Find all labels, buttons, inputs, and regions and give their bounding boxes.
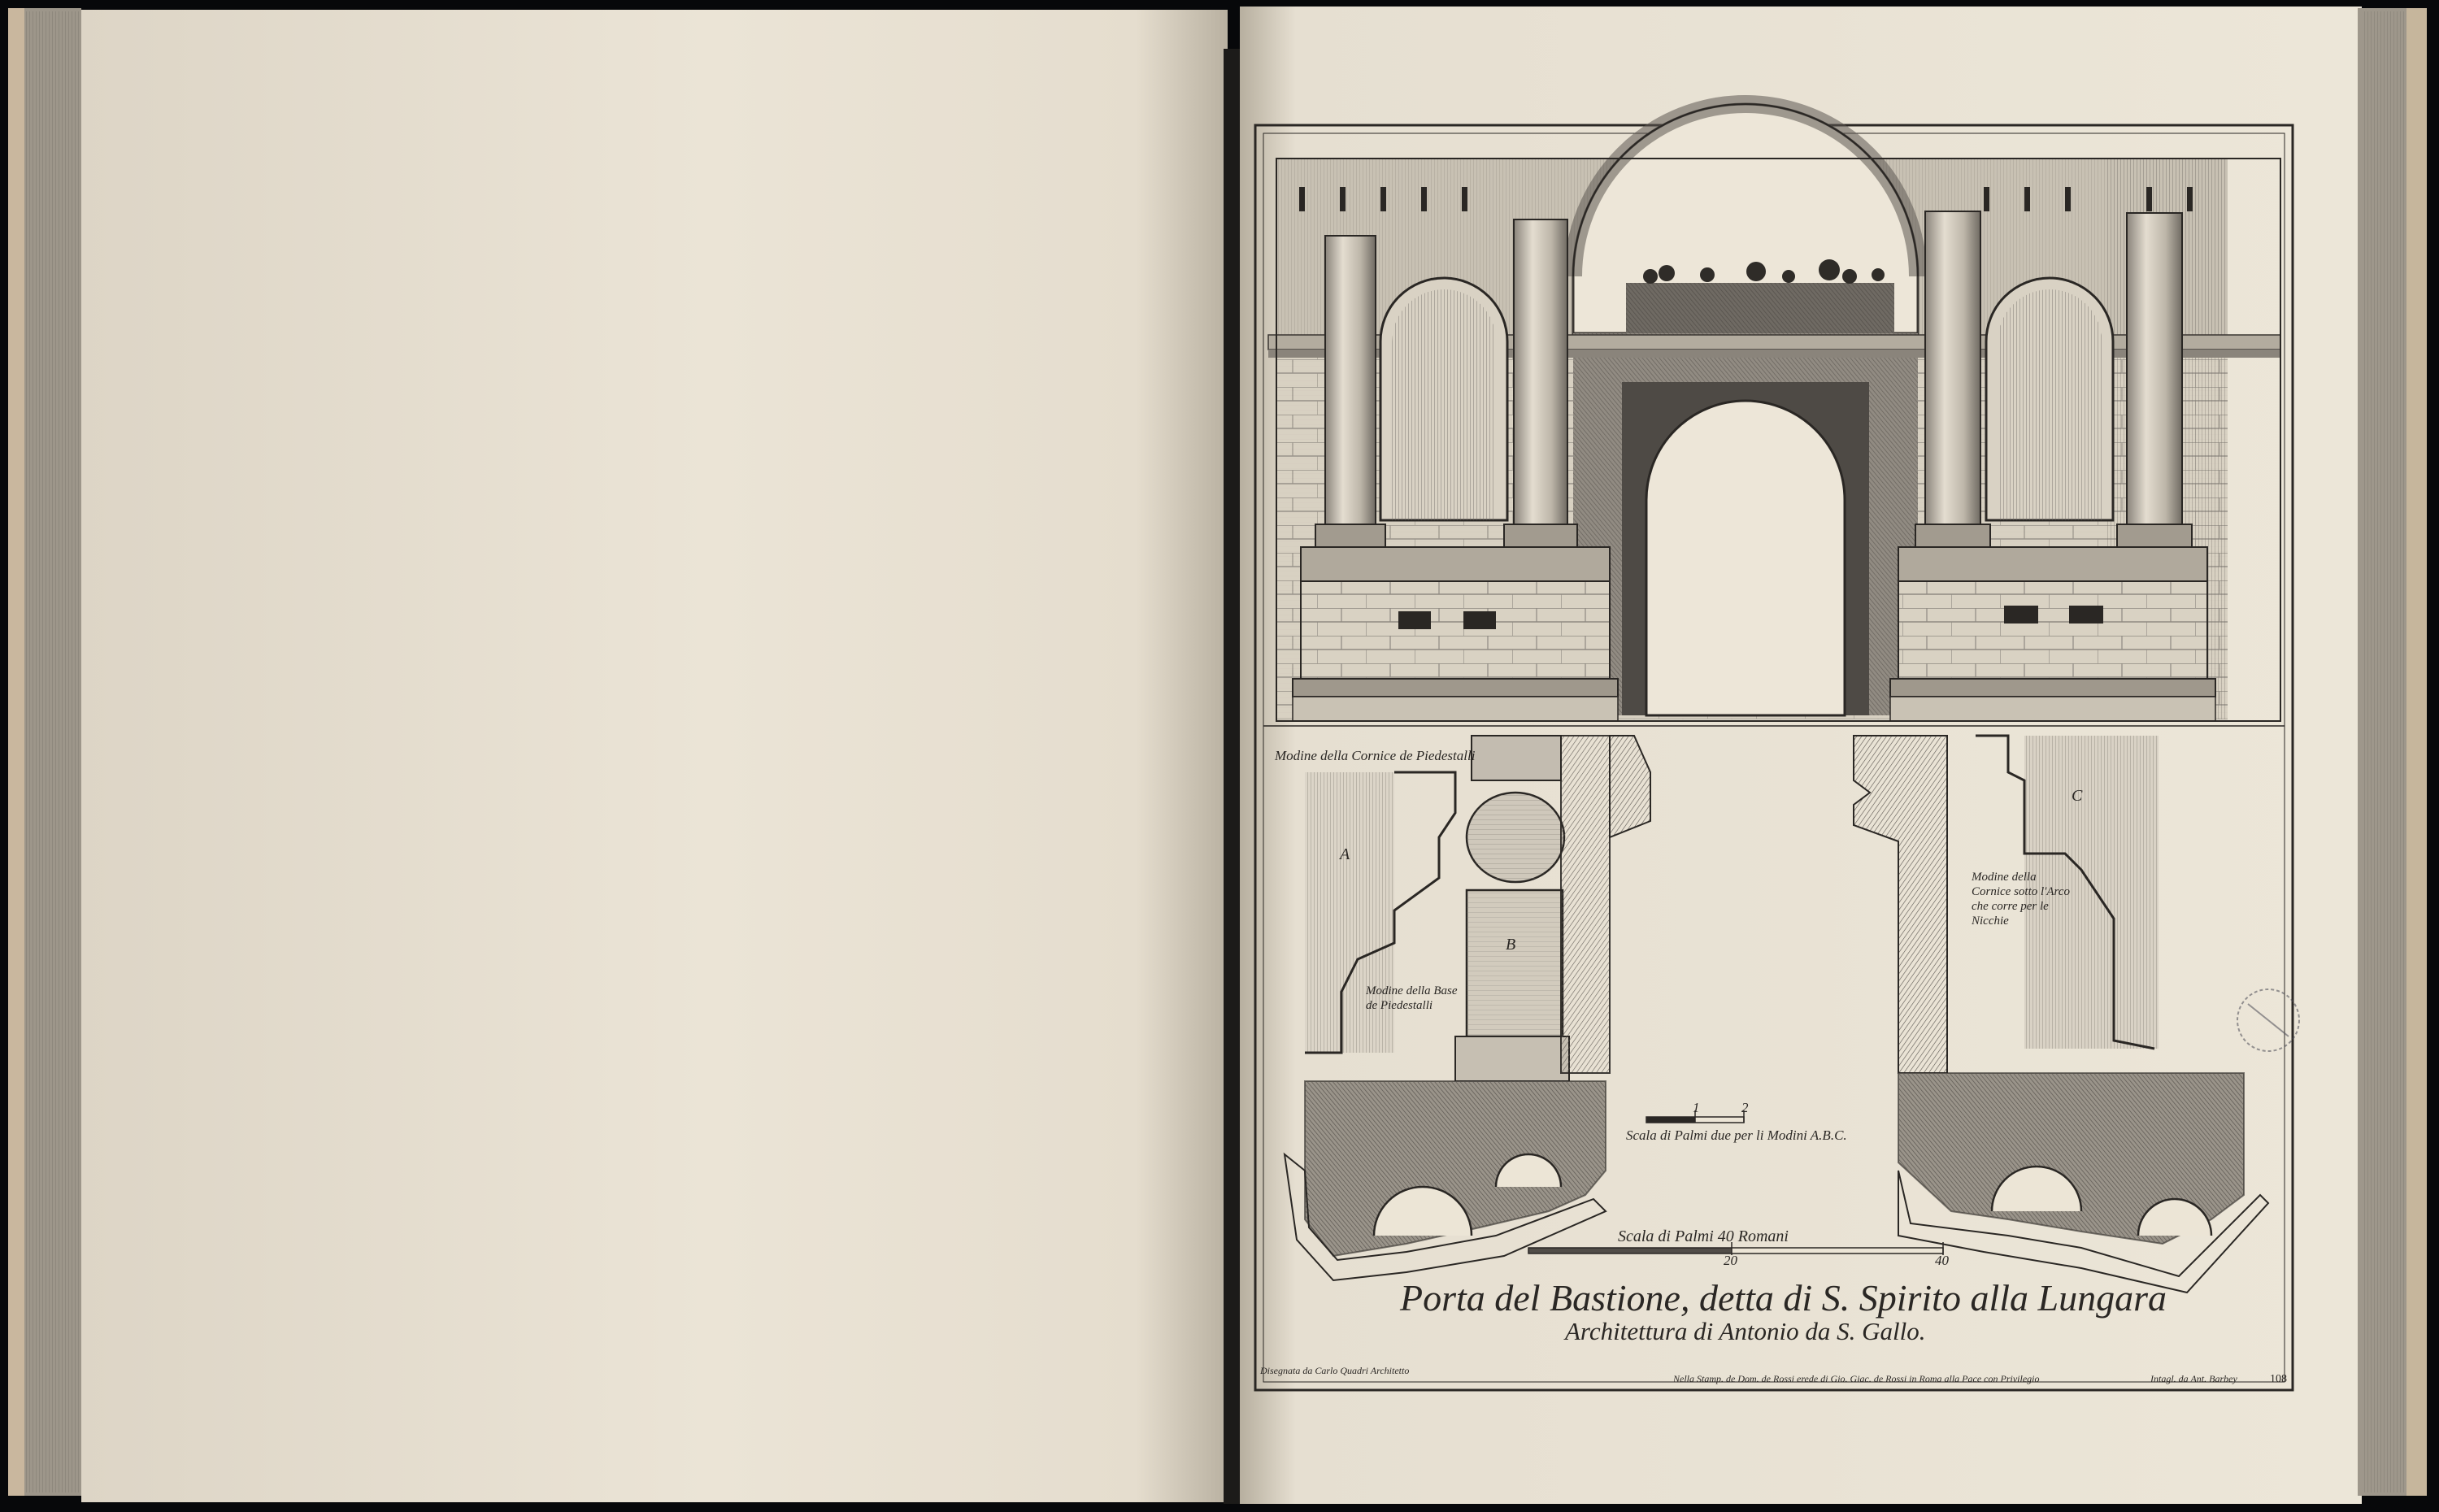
credit-publisher: Nella Stamp. de Dom. de Rossi erede di Gio. Giac. de Rossi in Roma alla Pace con Privilegio bbox=[1673, 1373, 2040, 1384]
label-letter-a: A bbox=[1340, 845, 1350, 863]
large-scale-label: Scala di Palmi 40 Romani bbox=[1618, 1227, 1789, 1245]
page-number: 108 bbox=[2270, 1373, 2287, 1385]
right-page-edges bbox=[2358, 8, 2427, 1496]
label-cornice-arch: Modine della Cornice sotto l'Arco che corre per le Nicchie bbox=[1972, 871, 2070, 928]
left-page-edges bbox=[8, 8, 81, 1496]
small-scale-tick-2: 2 bbox=[1741, 1100, 1749, 1115]
plate-title: Porta del Bastione, detta di S. Spirito alla Lungara bbox=[1400, 1277, 2167, 1319]
label-letter-c: C bbox=[2072, 787, 2083, 805]
credit-engraver: Intagl. da Ant. Barbey bbox=[2150, 1373, 2237, 1384]
label-cornice-pedestal: Modine della Cornice de Piedestalli bbox=[1275, 748, 1476, 763]
credit-designer: Disegnata da Carlo Quadri Architetto bbox=[1260, 1365, 1410, 1376]
label-base-pedestal: Modine della Base de Piedestalli bbox=[1366, 984, 1458, 1012]
small-scale-label: Scala di Palmi due per li Modini A.B.C. bbox=[1626, 1127, 1847, 1143]
large-scale-tick-20: 20 bbox=[1724, 1253, 1737, 1268]
left-page bbox=[81, 10, 1228, 1502]
small-scale-tick-1: 1 bbox=[1693, 1100, 1700, 1115]
label-letter-b: B bbox=[1506, 936, 1516, 954]
large-scale-tick-40: 40 bbox=[1935, 1253, 1949, 1268]
plate-subtitle: Architettura di Antonio da S. Gallo. bbox=[1565, 1317, 1926, 1345]
gate-elevation bbox=[1268, 104, 2280, 721]
